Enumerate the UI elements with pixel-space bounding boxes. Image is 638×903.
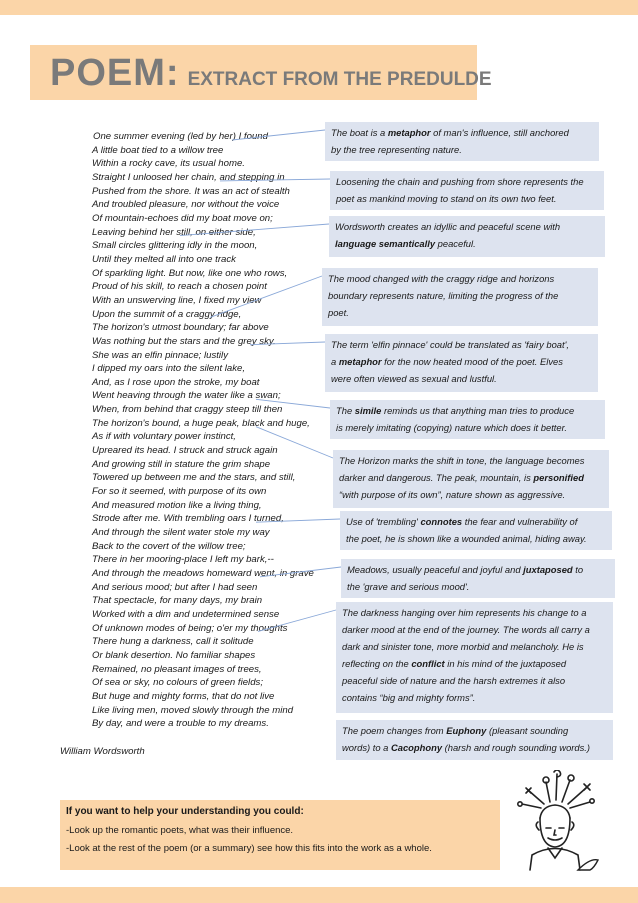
- leader-line: [256, 427, 333, 458]
- leader-line: [256, 399, 330, 408]
- help-item: -Look up the romantic poets, what was their influence.: [66, 825, 294, 836]
- poem-line: I dipped my oars into the silent lake,: [92, 363, 246, 375]
- key-term: juxtaposed: [523, 564, 573, 575]
- poem-line: There in her mooring-place I left my bark,--: [92, 554, 274, 566]
- leader-line: [256, 519, 340, 522]
- note-line: [346, 513, 606, 530]
- note-line: [342, 689, 607, 706]
- poem-line: A little boat tied to a willow tree: [92, 144, 224, 156]
- note-text: in his mind of the juxtaposed: [444, 658, 567, 669]
- note-line: [331, 336, 592, 353]
- poem-line: As if with voluntary power instinct,: [92, 431, 236, 443]
- poem-line: There hung a darkness, call it solitude: [92, 636, 254, 648]
- poem-line: For so it seemed, with purpose of its own: [92, 486, 267, 498]
- note-text: (harsh and rough sounding words.): [442, 742, 591, 753]
- leader-line: [180, 224, 329, 236]
- note-text: words) to a: [342, 742, 391, 753]
- note-text: peaceful.: [435, 238, 476, 249]
- note-text: contains “big and mighty forms”.: [342, 692, 476, 703]
- poem-line: With an unswerving line, I fixed my view: [92, 294, 262, 306]
- annotation-note: [325, 334, 598, 392]
- poem-line: Upreared its head. I struck and struck again: [92, 445, 278, 457]
- poem-line: And through the meadows homeward went, in grave: [92, 568, 314, 579]
- poem-author: William Wordsworth: [60, 746, 145, 757]
- poem-line: Towered up between me and the stars, and still,: [92, 472, 296, 484]
- note-text: reflecting on the: [342, 658, 412, 669]
- key-term: language semantically: [335, 238, 436, 249]
- annotation-note: [336, 602, 613, 713]
- note-line: [342, 739, 607, 756]
- bottom-accent-bar: [0, 887, 638, 903]
- poem-line: Of sparkling light. But now, like one who rows,: [92, 267, 288, 279]
- note-line: [328, 270, 592, 287]
- poem-line: And through the silent water stole my way: [92, 527, 270, 539]
- note-text: The boat is a: [331, 127, 388, 138]
- note-line: [336, 419, 599, 436]
- annotation-note: [333, 450, 609, 508]
- key-term: Euphony: [446, 725, 487, 736]
- note-text: “with purpose of its own”, nature shown as aggressive.: [339, 489, 566, 500]
- note-text: The mood changed with the craggy ridge and horizons: [328, 273, 555, 284]
- poem-line: Back to the covert of the willow tree;: [92, 540, 246, 552]
- note-line: [339, 486, 603, 503]
- poem-line: That spectacle, for many days, my brain: [92, 595, 263, 607]
- key-term: Cacophony: [390, 742, 443, 753]
- poem-line: Remained, no pleasant images of trees,: [92, 663, 262, 675]
- key-term: connotes: [420, 516, 463, 527]
- annotation-note: [341, 559, 615, 598]
- poem-line: Leaving behind her still, on either side,: [92, 226, 256, 238]
- poem-line: Worked with a dim and undetermined sense: [92, 608, 280, 620]
- note-line: [342, 672, 607, 689]
- note-line: [346, 530, 606, 547]
- note-text: were often viewed as sexual and lustful.: [331, 373, 497, 384]
- poem-line: The horizon's utmost boundary; far above: [92, 322, 269, 334]
- poem-line: She was an elfin pinnace; lustily: [92, 349, 228, 361]
- note-text: of man's influence, still anchored: [430, 127, 569, 138]
- note-text: for the now heated mood of the poet. Elves: [381, 356, 563, 367]
- note-text: poet as mankind moving to stand on its own two feet.: [336, 193, 557, 204]
- poem-line: Strode after me. With trembling oars I turned,: [92, 513, 284, 525]
- note-text: the fear and vulnerability of: [462, 516, 578, 527]
- poem-line: Was nothing but the stars and the grey sky.: [92, 335, 276, 347]
- note-text: darker mood at the end of the journey. The words all carry a: [342, 624, 590, 635]
- note-text: the poet, he is shown like a wounded animal, hiding away.: [346, 533, 587, 544]
- note-text: Meadows, usually peaceful and joyful and: [347, 564, 524, 575]
- note-line: [335, 235, 599, 252]
- help-box: [60, 800, 500, 870]
- note-text: a: [331, 356, 339, 367]
- title-sub: EXTRACT FROM THE PREDULDE: [187, 69, 492, 90]
- poem-line: One summer evening (led by her) I found: [93, 131, 268, 142]
- note-text: The darkness hanging over him represents his change to a: [342, 607, 587, 618]
- annotation-note: [325, 122, 599, 161]
- poem-line: Upon the summit of a craggy ridge,: [92, 308, 242, 320]
- poem-line: Of unknown modes of being; o'er my thoughts: [92, 622, 288, 634]
- annotation-note: [329, 216, 605, 257]
- note-text: boundary represents nature, limiting the progress of the: [328, 290, 559, 301]
- note-line: [336, 190, 598, 207]
- note-line: [342, 655, 607, 672]
- note-line: [336, 402, 599, 419]
- poem-line: Straight I unloosed her chain, and stepping in: [92, 171, 285, 183]
- annotation-note: [330, 171, 604, 210]
- poem-line: But huge and mighty forms, that do not live: [92, 690, 275, 702]
- leader-line: [260, 567, 341, 577]
- note-line: [331, 141, 593, 158]
- poem-line: And growing still in stature the grim shape: [92, 458, 271, 470]
- help-heading: If you want to help your understanding you could:: [66, 806, 304, 817]
- note-line: [335, 218, 599, 235]
- annotation-note: [340, 511, 612, 550]
- note-text: Loosening the chain and pushing from shore represents the: [336, 176, 584, 187]
- poem-line: And measured motion like a living thing,: [92, 499, 262, 511]
- note-text: (pleasant sounding: [486, 725, 569, 736]
- note-line: [339, 452, 603, 469]
- help-item: -Look at the rest of the poem (or a summary) see how this fits into the work as a whole.: [66, 843, 432, 854]
- key-term: personified: [533, 472, 584, 483]
- poem-line: By day, and were a trouble to my dreams.: [92, 718, 269, 730]
- poem-line: Within a rocky cave, its usual home.: [92, 158, 245, 170]
- leader-line: [258, 610, 336, 631]
- poem-line: Pushed from the shore. It was an act of stealth: [92, 185, 290, 197]
- annotation-note: [322, 268, 598, 326]
- note-text: is merely imitating (copying) nature which does it better.: [336, 422, 568, 433]
- note-text: peaceful side of nature and the harsh extremes it also: [342, 675, 566, 686]
- note-line: [342, 722, 607, 739]
- note-text: The poem changes from: [342, 725, 447, 736]
- poem-line: Small circles glittering idly in the moon,: [92, 240, 258, 252]
- note-line: [331, 370, 592, 387]
- leader-line: [232, 130, 325, 140]
- poem-line: Proud of his skill, to reach a chosen point: [92, 281, 267, 293]
- note-text: to: [572, 564, 584, 575]
- note-text: darker and dangerous. The peak, mountain, is: [339, 472, 534, 483]
- note-line: [339, 469, 603, 486]
- note-line: [328, 304, 592, 321]
- note-text: reminds us that anything man tries to produce: [381, 405, 575, 416]
- poem-line: And troubled pleasure, nor without the voice: [92, 199, 280, 211]
- note-line: [328, 287, 592, 304]
- poem-line: Went heaving through the water like a swan;: [92, 390, 281, 402]
- leader-line: [210, 276, 322, 317]
- leader-line: [250, 342, 325, 345]
- note-line: [342, 604, 607, 621]
- note-line: [347, 578, 609, 595]
- note-line: [342, 621, 607, 638]
- key-term: simile: [354, 405, 382, 416]
- note-line: [342, 638, 607, 655]
- poem-line: And, as I rose upon the stroke, my boat: [92, 376, 260, 388]
- leader-line: [220, 179, 330, 181]
- note-text: poet.: [328, 307, 349, 318]
- poem-line: When, from behind that craggy steep till then: [92, 404, 283, 416]
- note-text: The: [336, 405, 355, 416]
- annotation-note: [330, 400, 605, 439]
- note-text: Wordsworth creates an idyllic and peaceful scene with: [335, 221, 561, 232]
- key-term: metaphor: [387, 127, 431, 138]
- key-term: metaphor: [338, 356, 382, 367]
- note-line: [331, 353, 592, 370]
- title-main: POEM:: [50, 52, 180, 94]
- poem-line: Of mountain-echoes did my boat move on;: [92, 212, 273, 224]
- note-text: The Horizon marks the shift in tone, the language becomes: [339, 455, 585, 466]
- poem-line: Of sea or sky, no colours of green fields;: [92, 677, 263, 689]
- poem-line: Or blank desertion. No familiar shapes: [92, 649, 256, 661]
- poem-line: Until they melted all into one track: [92, 253, 236, 265]
- thinking-person-illustration: [510, 770, 600, 875]
- note-text: by the tree representing nature.: [331, 144, 462, 155]
- poem-line: Like living men, moved slowly through the mind: [92, 704, 294, 716]
- note-text: the 'grave and serious mood'.: [347, 581, 470, 592]
- poem-line: The horizon's bound, a huge peak, black and huge,: [92, 417, 310, 429]
- note-line: [336, 173, 598, 190]
- poem-line: And serious mood; but after I had seen: [92, 581, 258, 593]
- key-term: conflict: [411, 658, 445, 669]
- note-line: [347, 561, 609, 578]
- note-text: The term 'elfin pinnace' could be translated as 'fairy boat',: [331, 339, 570, 350]
- note-line: [331, 124, 593, 141]
- note-text: dark and sinister tone, more morbid and melancholy. He is: [342, 641, 584, 652]
- annotation-note: [336, 720, 613, 760]
- note-text: Use of 'trembling': [346, 516, 421, 527]
